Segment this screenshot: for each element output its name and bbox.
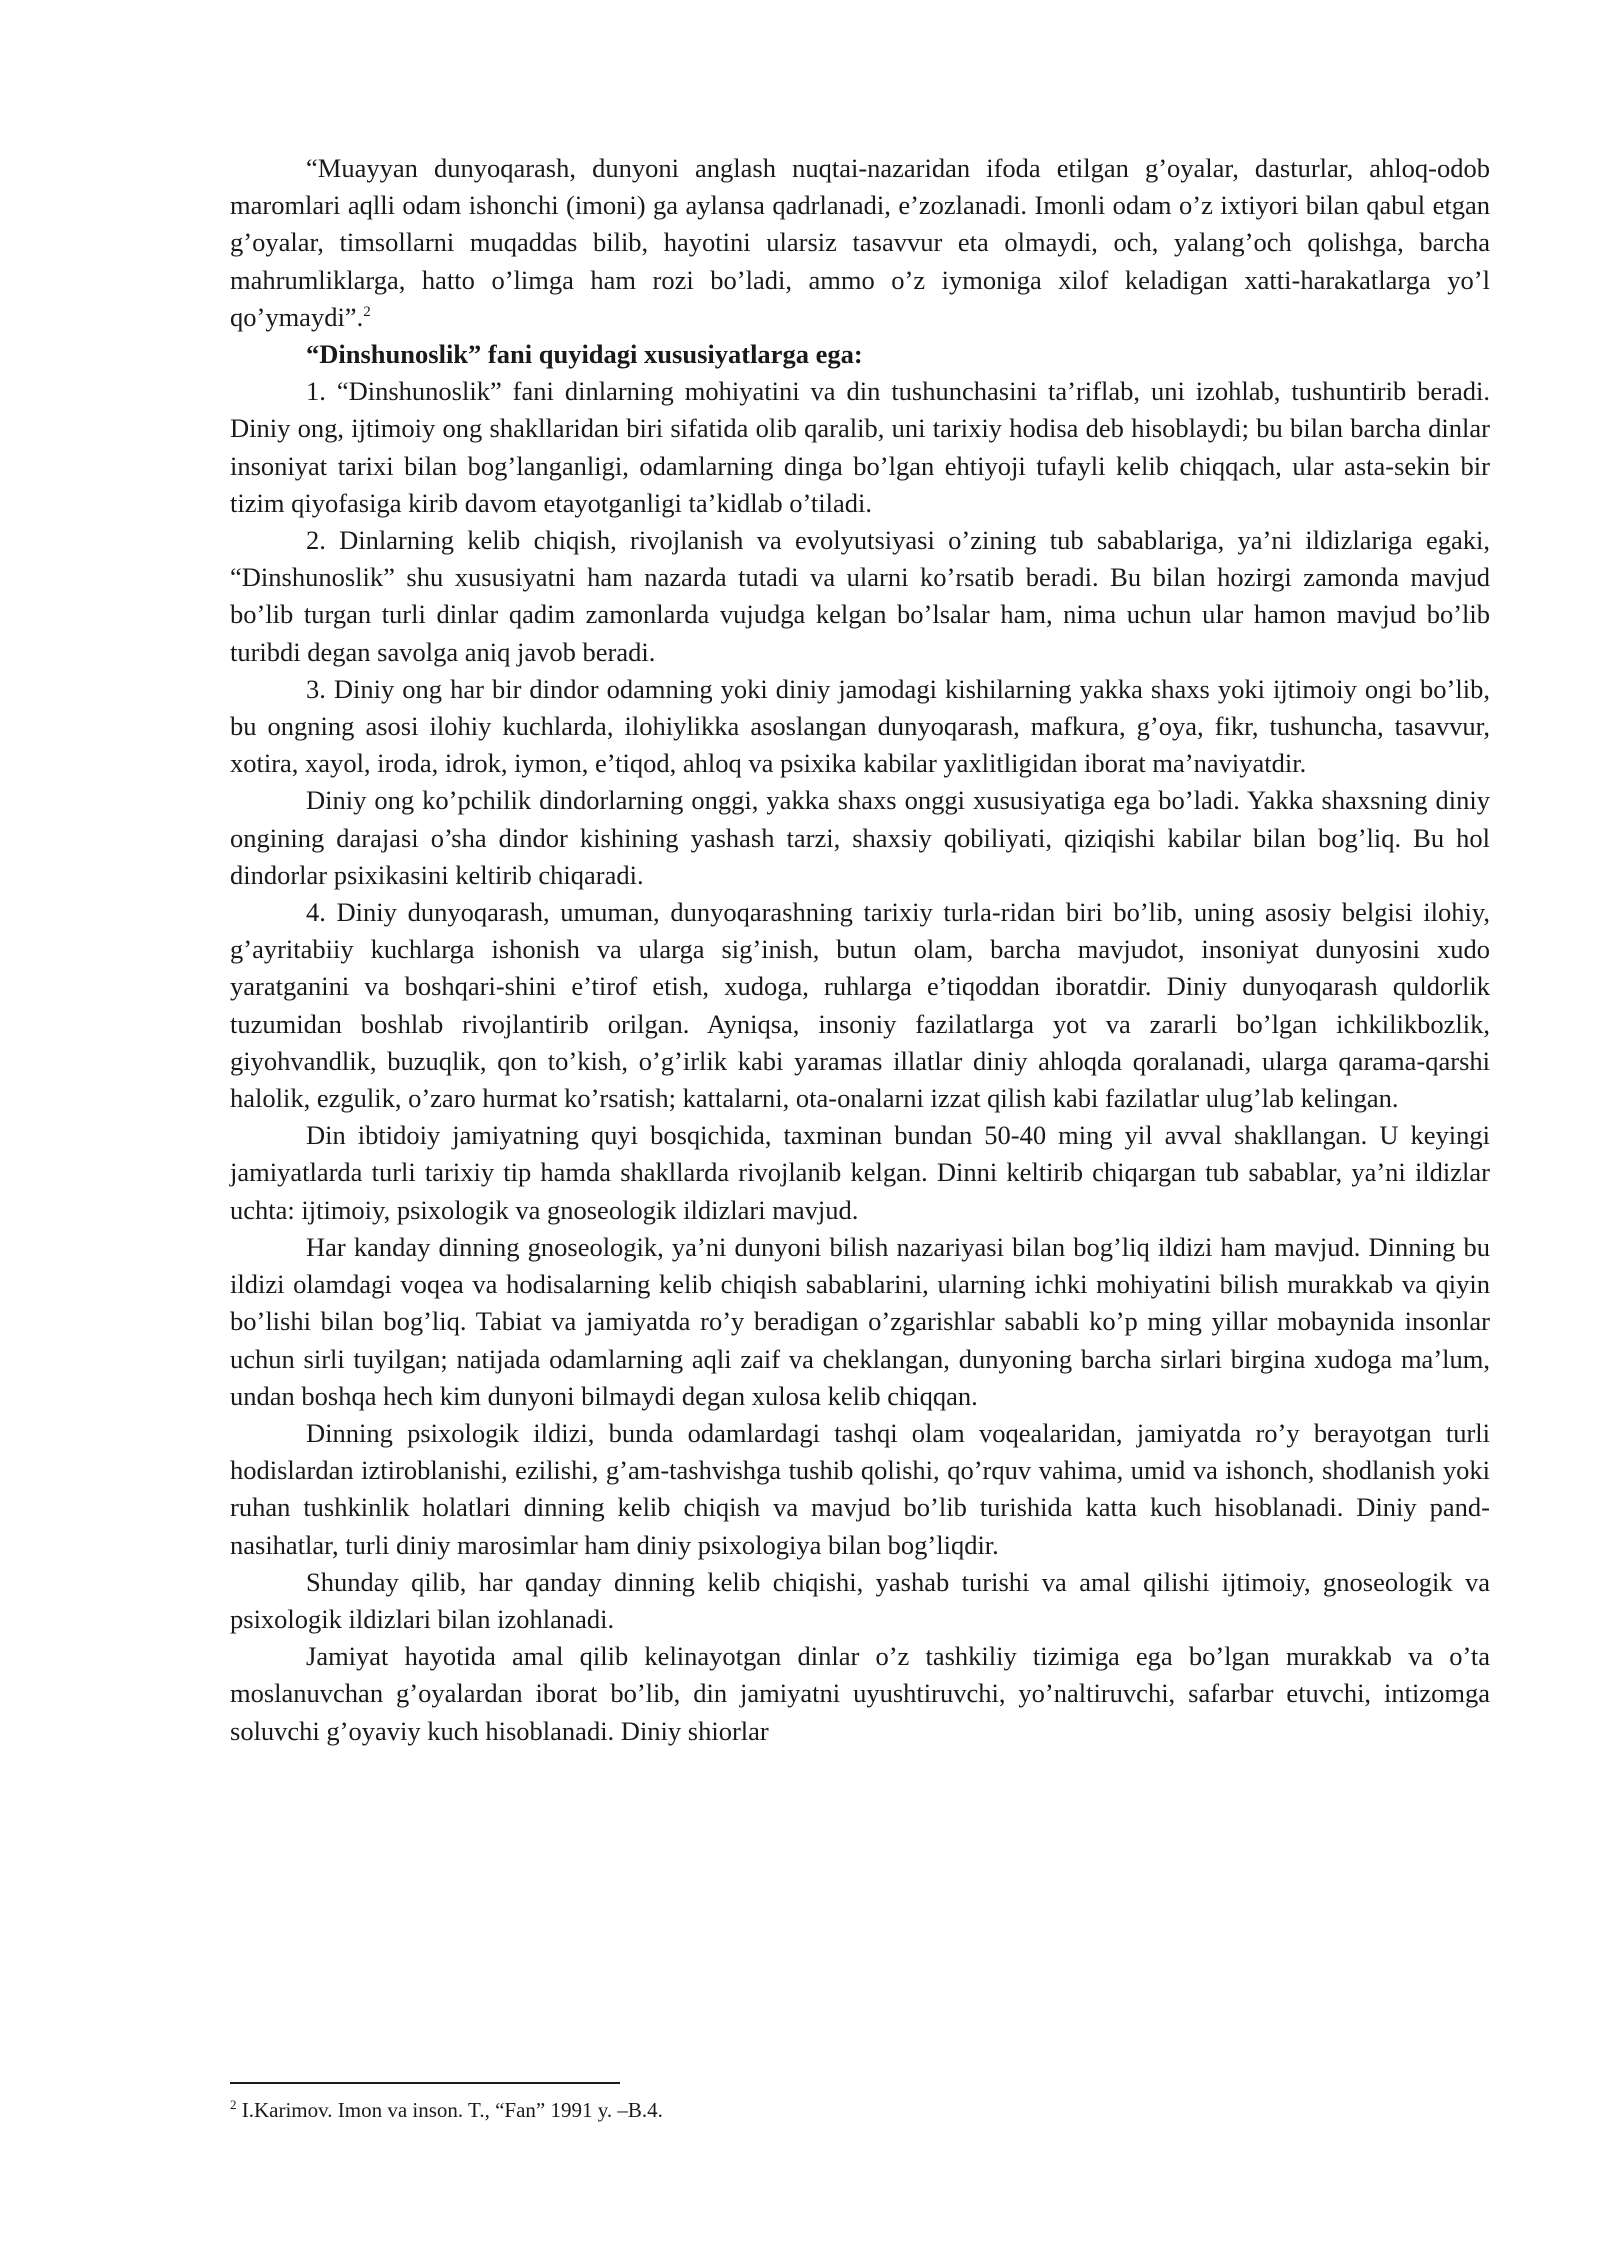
paragraph-6: Har kanday dinning gnoseologik, ya’ni dunyoni bilish nazariyasi bilan bog’liq ildizi ham mavjud. Dinning bu ildizi olamdagi voqea va hodisalarning kelib chiqish sabablarini, ularning ichki mohiyatini bilish murakkab va qiyin bo’lishi bilan bog’liq. Tabiat va jamiyatda ro’y beradigan o’zgarishlar sababli ko’p ming yillar mobaynida insonlar uchun sirli tuyilgan; natijada odamlarning aqli zaif va cheklangan, dunyoning barcha sirlari birgina xudoga ma’lum, undan boshqa hech kim dunyoni bilmaydi degan xulosa kelib chiqqan. [230, 1231, 1490, 1411]
footnote-mark: 2 [230, 2097, 237, 2112]
footnote [230, 2096, 1490, 2124]
footnote-text: I.Karimov. Imon va inson. T., “Fan” 1991 y. –B.4. [236, 2098, 663, 2122]
page-body [230, 150, 1490, 1750]
footnote-divider [230, 2082, 620, 2084]
footnote-reference: 2 [363, 303, 371, 320]
paragraph-2: 2. Dinlarning kelib chiqish, rivojlanish va evolyutsiyasi o’zining tub sabablariga, ya’ni ildizlariga egaki, “Dinshunoslik” shu xususiyatni ham nazarda tutadi va ularni ko’rsatib beradi. Bu bilan hozirgi zamonda mavjud bo’lib turgan turli dinlar qadim zamonlarda vujudga kelgan bo’lsalar ham, nima uchun ular hamon mavjud bo’lib turibdi degan savolga aniq javob beradi. [230, 525, 1490, 667]
paragraph-4: 4. Diniy dunyoqarash, umuman, dunyoqarashning tarixiy turla-ridan biri bo’lib, uning asosiy belgisi ilohiy, g’ayritabiiy kuchlarga ishonish va ularga sig’inish, butun olam, barcha mavjudot, insoniyat dunyosini xudo yaratganini va boshqari-shini e’tirof etish, xudoga, ruhlarga e’tiqoddan iboratdir. Diniy dunyoqarash quldorlik tuzumidan boshlab rivojlantirib orilgan. Ayniqsa, insoniy fazilatlarga yot va zararli bo’lgan ichkilikbozlik, giyohvandlik, buzuqlik, qon to’kish, o’g’irlik kabi yaramas illatlar diniy ahloqda qoralanadi, ularga qarama-qarshi halolik, ezgulik, o’zaro hurmat ko’rsatish; kattalarni, ota-onalarni izzat qilish kabi fazilatlar ulug’lab kelingan. [230, 897, 1490, 1114]
quote-text: “Muayyan dunyoqarash, dunyoni anglash nuqtai-nazaridan ifoda etilgan g’oyalar, dasturlar, ahloq-odob maromlari aqlli odam ishonchi (imoni) ga aylansa qadrlanadi, e’zozlanadi. Imonli odam o’z ixtiyori bilan qabul etgan g’oyalar, timsollarni muqaddas bilib, hayotini ularsiz tasavvur eta olmaydi, och, yalang’och qolishga, barcha mahrumliklarga, hatto o’limga ham rozi bo’ladi, ammo o’z iymoniga xilof keladigan xatti-harakatlarga yo’l qo’ymaydi”. [230, 153, 1490, 332]
paragraph-8: Shunday qilib, har qanday dinning kelib chiqishi, yashab turishi va amal qilishi ijtimoiy, gnoseologik va psixologik ildizlari bilan izohlanadi. [230, 1566, 1490, 1634]
paragraph-3: 3. Diniy ong har bir dindor odamning yoki diniy jamodagi kishilarning yakka shaxs yoki ijtimoiy ongi bo’lib, bu ongning asosi ilohiy kuchlarda, ilohiylikka asoslangan dunyoqarash, mafkura, g’oya, fikr, tushuncha, tasavvur, xotira, xayol, iroda, idrok, iymon, e’tiqod, ahloq va psixika kabilar yaxlitligidan iborat ma’naviyatdir. [230, 673, 1490, 779]
paragraph-7: Dinning psixologik ildizi, bunda odamlardagi tashqi olam voqealaridan, jamiyatda ro’y berayotgan turli hodislardan iztiroblanishi, ezilishi, g’am-tashvishga tushib qolishi, qo’rquv vahima, umid va ishonch, shodlanish yoki ruhan tushkinlik holatlari dinning kelib chiqish va mavjud bo’lib turishida katta kuch hisoblanadi. Diniy pand-nasihatlar, turli diniy marosimlar ham diniy psixologiya bilan bog’liqdir. [230, 1417, 1490, 1560]
paragraph-9: Jamiyat hayotida amal qilib kelinayotgan dinlar o’z tashkiliy tizimiga ega bo’lgan murakkab va o’ta moslanuvchan g’oyalardan iborat bo’lib, din jamiyatni uyushtiruvchi, yo’naltiruvchi, safarbar etuvchi, intizomga soluvchi g’oyaviy kuch hisoblanadi. Diniy shiorlar [230, 1641, 1490, 1746]
paragraph-5: Din ibtidoiy jamiyatning quyi bosqichida, taxminan bundan 50-40 ming yil avval shakllangan. U keyingi jamiyatlarda turli tarixiy tip hamda shakllarda rivojlanib kelgan. Dinni keltirib chiqargan tub sabablar, ya’ni ildizlar uchta: ijtimoiy, psixologik va gnoseologik ildizlari mavjud. [230, 1120, 1490, 1225]
paragraph-3b: Diniy ong ko’pchilik dindorlarning onggi, yakka shaxs onggi xususiyatiga ega bo’ladi. Yakka shaxsning diniy ongining darajasi o’sha dindor kishining yashash tarzi, shaxsiy qobiliyati, qiziqishi kabilar bilan bog’liq. Bu hol dindorlar psixikasini keltirib chiqaradi. [230, 785, 1490, 890]
paragraph-quote [230, 150, 1490, 336]
paragraph-1: 1. “Dinshunoslik” fani dinlarning mohiyatini va din tushunchasini ta’riflab, uni izohlab, tushuntirib beradi. Diniy ong, ijtimoiy ong shakllaridan biri sifatida olib qaralib, uni tarixiy hodisa deb hisoblaydi; bu bilan barcha dinlar insoniyat tarixi bilan bog’langanligi, odamlarning dinga bo’lgan ehtiyoji tufayli kelib chiqqach, ular asta-sekin bir tizim qiyofasiga kirib davom etayotganligi ta’kidlab o’tiladi. [230, 376, 1490, 518]
section-heading: “Dinshunoslik” fani quyidagi xususiyatlarga ega: [306, 339, 863, 370]
